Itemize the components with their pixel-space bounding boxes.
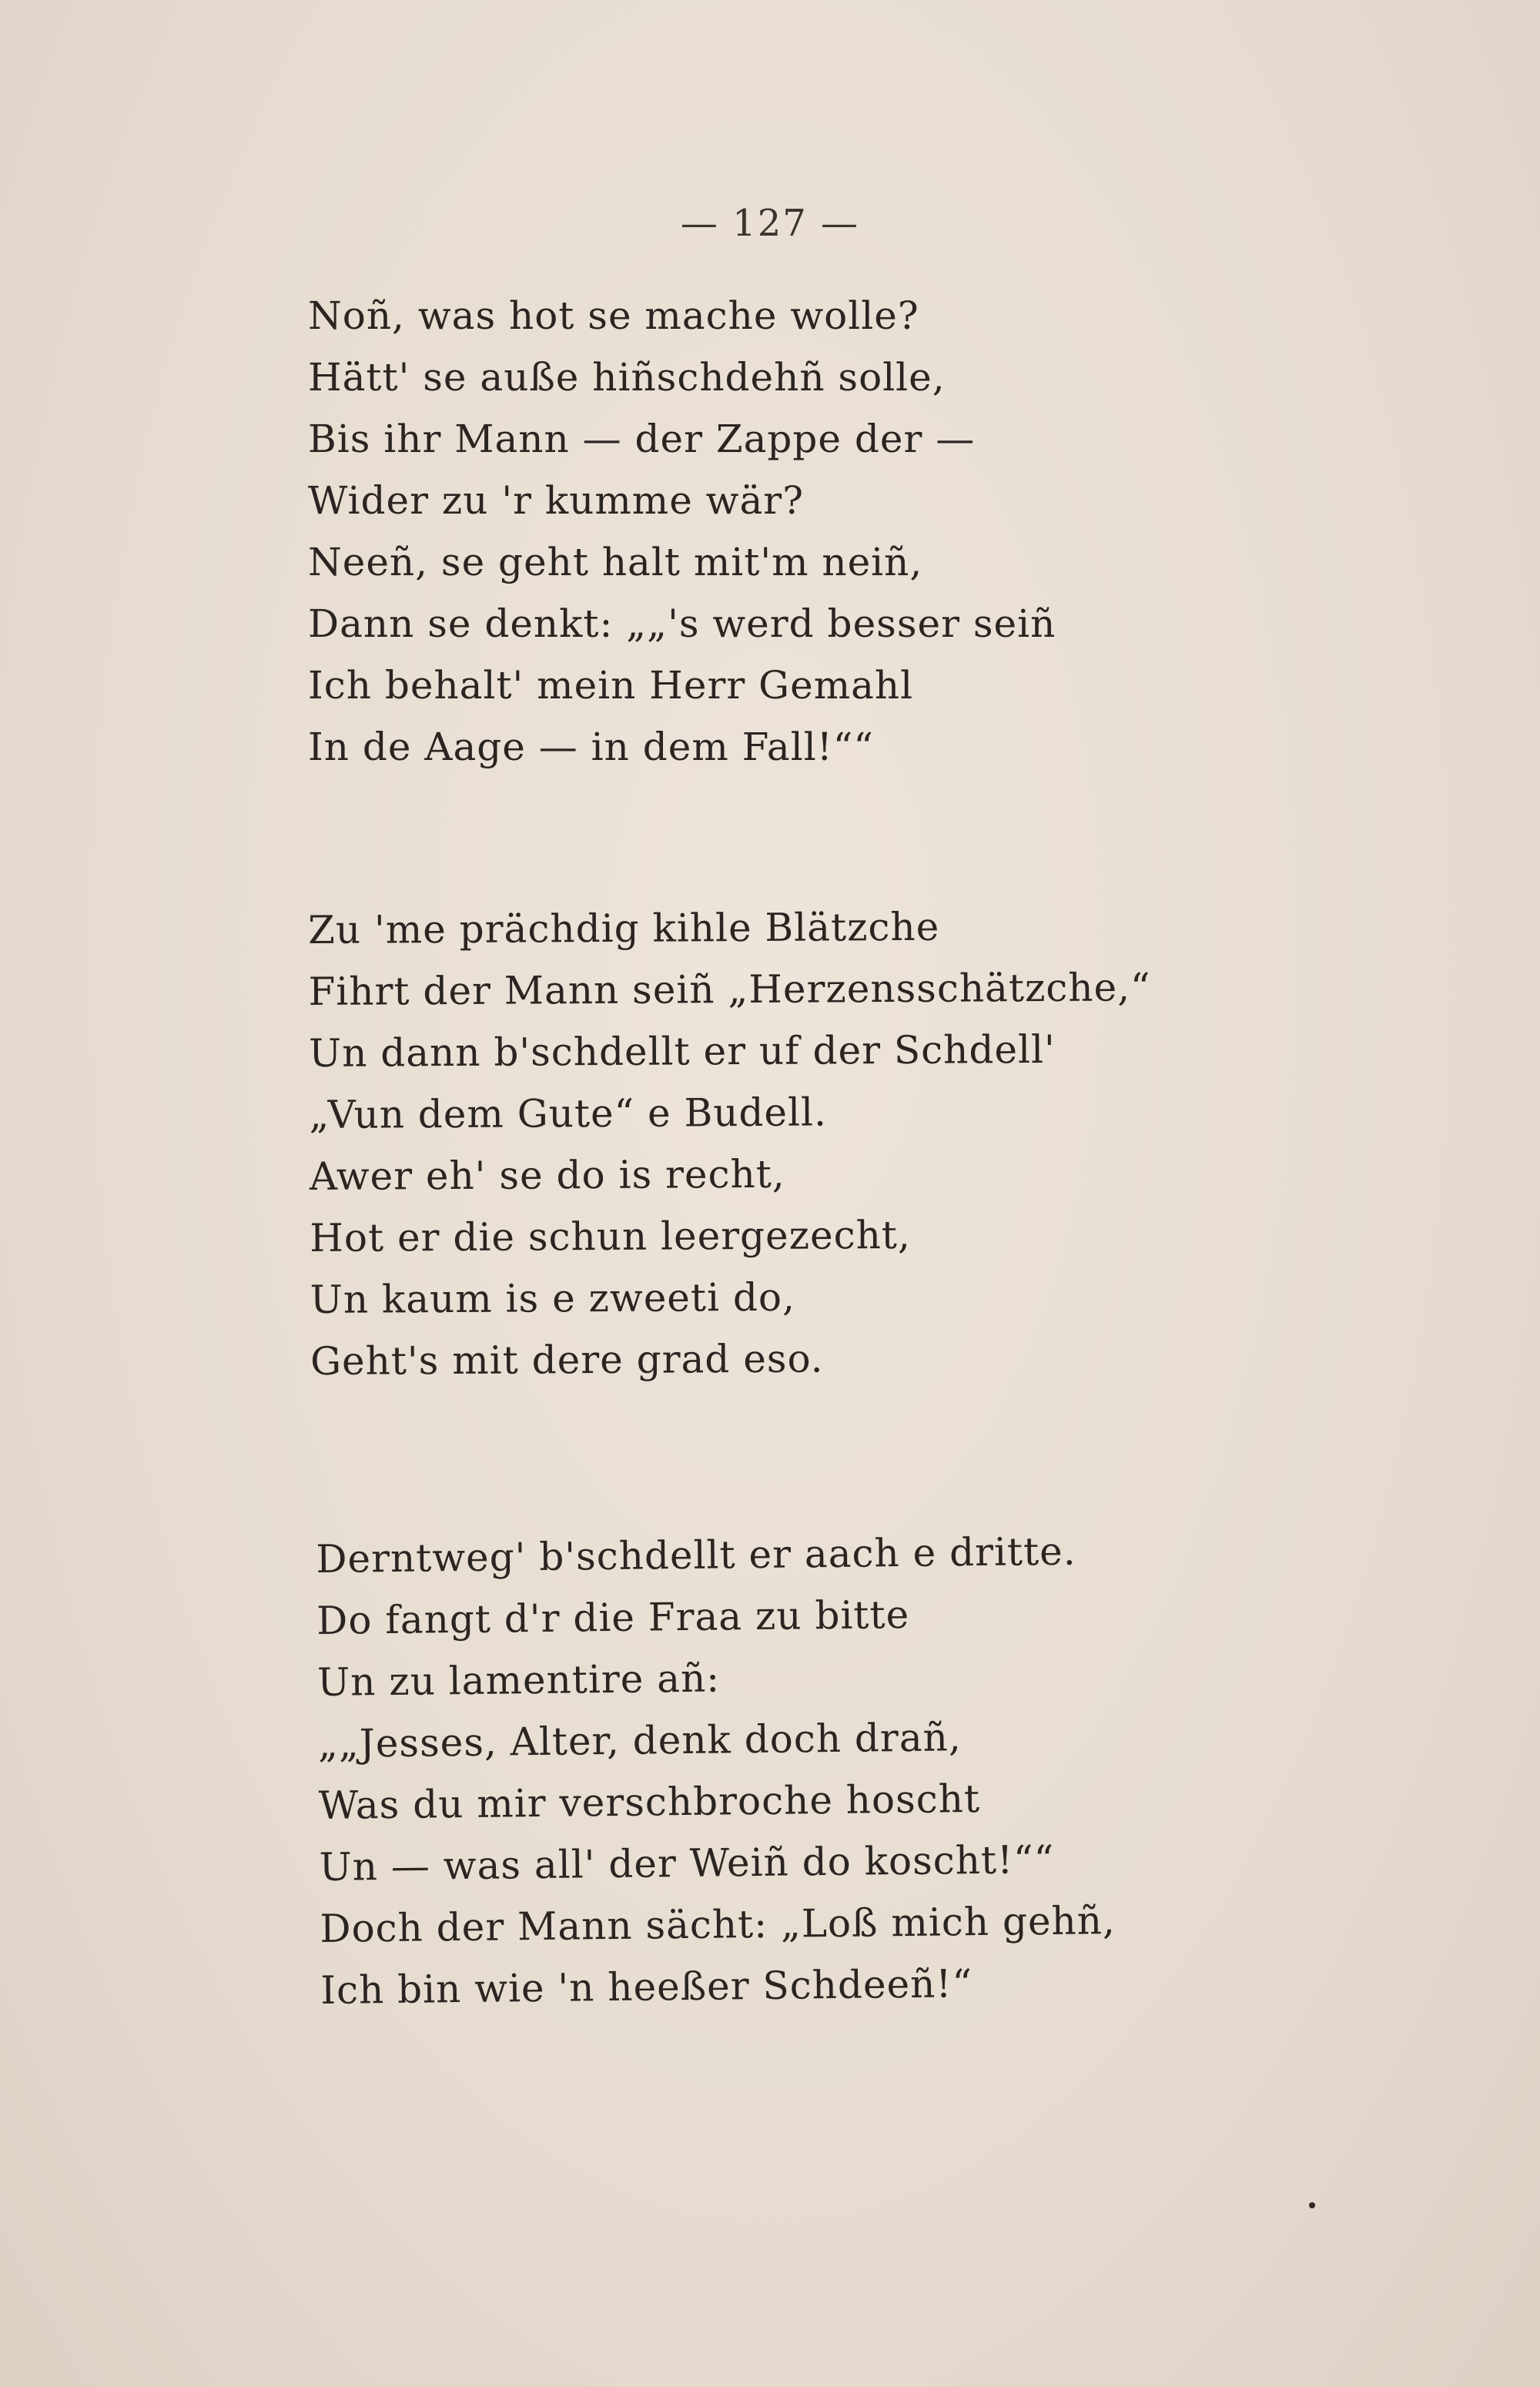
poem-line: Wider zu 'r kumme wär?	[308, 478, 804, 523]
poem-line: Was du mir verschbroche hoscht	[318, 1776, 981, 1828]
poem-line: Hot er die schun leergezecht,	[310, 1212, 911, 1260]
poem-line: Neeñ, se geht halt mit'm neiñ,	[308, 540, 923, 584]
poem-line: Zu 'me prächdig kihle Blätzche	[308, 904, 940, 952]
poem-line: Derntweg' b'schdellt er aach e dritte.	[316, 1528, 1076, 1582]
poem-line: In de Aage — in dem Fall!““	[308, 725, 874, 769]
poem-line: Un kaum is e zweeti do,	[310, 1274, 796, 1322]
poem-line: Ich bin wie 'n heeßer Schdeeñ!“	[320, 1961, 973, 2013]
poem-line: Doch der Mann sächt: „Loß mich gehñ,	[320, 1898, 1116, 1951]
stanza-1	[308, 285, 1424, 778]
poem-line: Awer eh' se do is recht,	[309, 1151, 785, 1199]
poem-line: Hätt' se auße hiñschdehñ solle,	[308, 355, 946, 400]
poem-line: Noñ, was hot se mache wolle?	[308, 293, 919, 338]
ink-speck	[1309, 2202, 1315, 2208]
poem-line: Bis ihr Mann — der Zappe der —	[308, 417, 976, 461]
poem-line: Dann se denkt: „„'s werd besser seiñ	[308, 601, 1056, 646]
poem-line: Un zu lamentire añ:	[316, 1656, 721, 1705]
poem-line: Do fangt d'r die Fraa zu bitte	[316, 1592, 910, 1643]
poem-line: Un — was all' der Weiñ do koscht!““	[319, 1836, 1055, 1890]
poem-line: „Vun dem Gute“ e Budell.	[309, 1090, 828, 1137]
poem-line: Ich behalt' mein Herr Gemahl	[308, 663, 914, 708]
poem-line: „„Jesses, Alter, denk doch drañ,	[317, 1715, 962, 1766]
poem-line: Fihrt der Mann seiñ „Herzensschätzche,“	[308, 965, 1151, 1014]
page-number: — 127 —	[680, 202, 860, 245]
stanza-2	[308, 893, 1427, 1392]
stanza-3	[316, 1517, 1438, 2021]
poem-line: Geht's mit dere grad eso.	[310, 1336, 824, 1384]
poem-line: Un dann b'schdellt er uf der Schdell'	[308, 1026, 1056, 1076]
